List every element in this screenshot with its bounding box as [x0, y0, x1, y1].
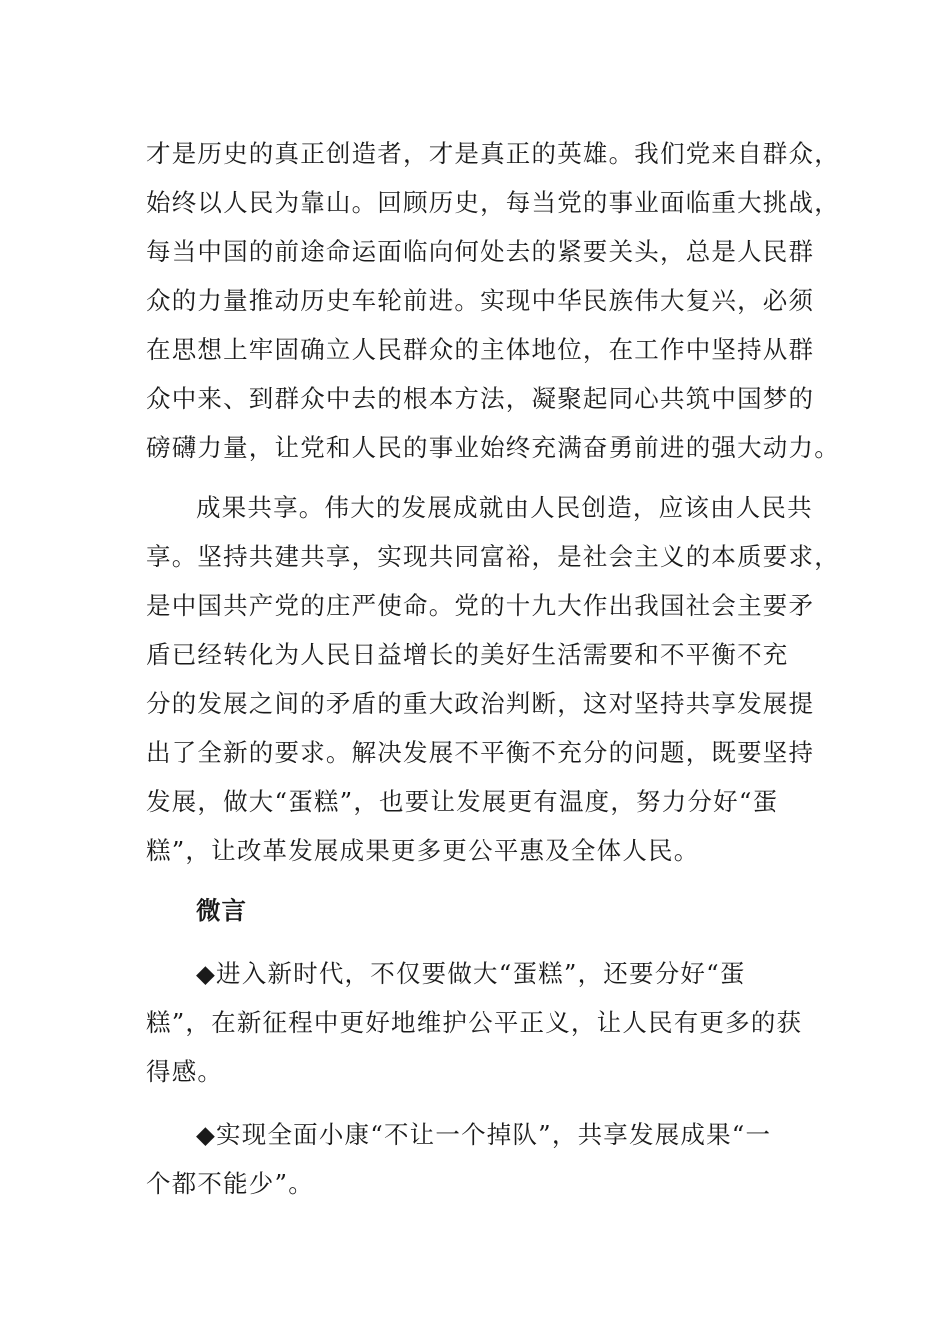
paragraph-2-line-5: 分的发展之间的矛盾的重大政治判断，这对坚持共享发展提	[146, 689, 815, 718]
paragraph-1-line-3: 每当中国的前途命运面临向何处去的紧要关头，总是人民群	[146, 237, 815, 266]
paragraph-1-line-6: 众中来、到群众中去的根本方法，凝聚起同心共筑中国梦的	[146, 384, 815, 413]
bullet-1-line-3: 得感。	[146, 1057, 224, 1086]
paragraph-2-line-7: 发展，做大“蛋糕”，也要让发展更有温度，努力分好“蛋	[146, 787, 779, 816]
bullet-2-line-1: ◆实现全面小康“不让一个掉队”，共享发展成果“一	[196, 1120, 772, 1149]
bullet-1-line-2: 糕”，在新征程中更好地维护公平正义，让人民有更多的获	[146, 1008, 803, 1037]
paragraph-2-line-6: 出了全新的要求。解决发展不平衡不充分的问题，既要坚持	[146, 738, 815, 767]
section-heading: 微言	[196, 896, 247, 925]
paragraph-2-line-2: 享。坚持共建共享，实现共同富裕，是社会主义的本质要求，	[146, 542, 840, 571]
paragraph-1-line-5: 在思想上牢固确立人民群众的主体地位，在工作中坚持从群	[146, 335, 815, 364]
paragraph-1-line-2: 始终以人民为靠山。回顾历史，每当党的事业面临重大挑战，	[146, 188, 840, 217]
paragraph-1-line-4: 众的力量推动历史车轮前进。实现中华民族伟大复兴，必须	[146, 286, 815, 315]
bullet-1-line-1: ◆进入新时代，不仅要做大“蛋糕”，还要分好“蛋	[196, 959, 746, 988]
paragraph-2-line-1: 成果共享。伟大的发展成就由人民创造，应该由人民共	[196, 493, 813, 522]
paragraph-2-line-8: 糕”，让改革发展成果更多更公平惠及全体人民。	[146, 836, 700, 865]
paragraph-2-line-3: 是中国共产党的庄严使命。党的十九大作出我国社会主要矛	[146, 591, 815, 620]
bullet-2-line-2: 个都不能少”。	[146, 1169, 314, 1198]
paragraph-1-line-7: 磅礴力量，让党和人民的事业始终充满奋勇前进的强大动力。	[146, 433, 840, 462]
paragraph-2-line-4: 盾已经转化为人民日益增长的美好生活需要和不平衡不充	[146, 640, 789, 669]
paragraph-1-line-1: 才是历史的真正创造者，才是真正的英雄。我们党来自群众，	[146, 139, 840, 168]
